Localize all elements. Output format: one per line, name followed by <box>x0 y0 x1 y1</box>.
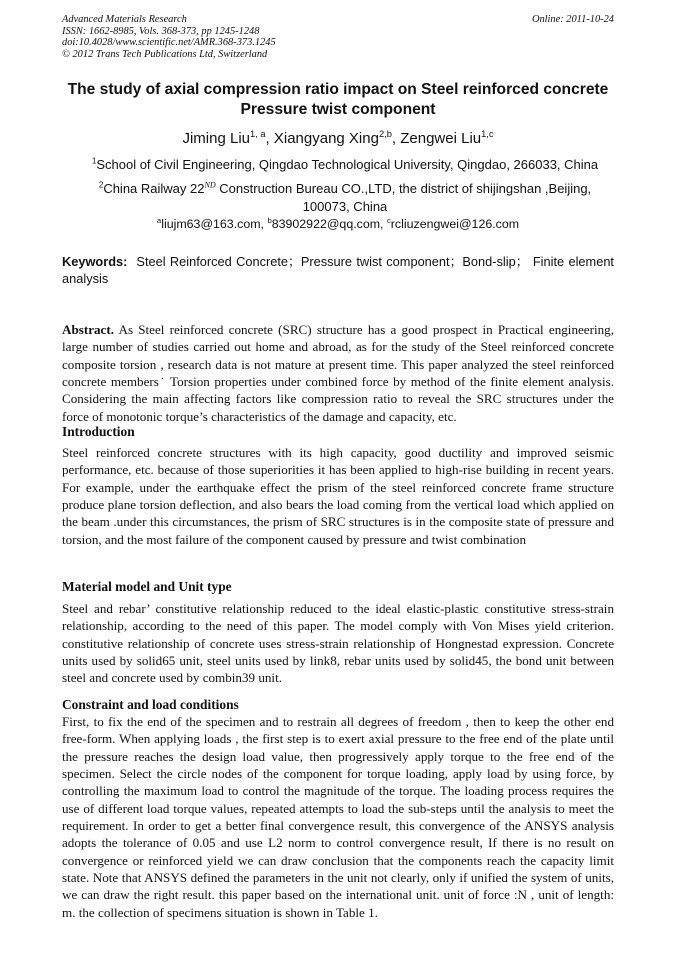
author-list: Jiming Liu$^{1, a}$, Xiangyang Xing$^{2,b}$, Zengwei Liu$^{1,c}$ <box>182 129 494 147</box>
page-header <box>62 14 614 60</box>
affiliation-text: China Railway 22 <box>103 181 205 196</box>
material-paragraph: Steel and rebar’ constitutive relationship reduced to the ideal elastic-plastic constitutive stress-strain relationship, according to the need of this paper. The model comply with Von Mises yield criterion. constitutive relationship of concrete uses stress-strain relationship of Hongnestad expression. Concrete units used by solid65 unit, steel units used by link8, rebar units used by solid45, the bond unit between steel and concrete used by combin39 unit. <box>62 601 614 686</box>
introduction-paragraph: Steel reinforced concrete structures with its high capacity, good ductility and improved seismic performance, etc. because of those superiorities it has been applied to high-rise building in recent years. For example, under the earthquake effect the prism of the steel reinforced concrete frame structure produce plane torsion deflection, and also bears the load coming from the vertical load which applied on the beam .under this circumstances, the prism of SRC structures is in the composite state of pressure and torsion, and the most failure of the component caused by pressure and twist combination <box>62 445 614 547</box>
journal-name: Advanced Materials Research <box>62 14 187 25</box>
affiliation-text: Construction Bureau CO.,LTD, the district of shijingshan ,Beijing, 100073, China <box>215 181 592 214</box>
email-address[interactable]: liujm63@163.com, <box>161 217 268 231</box>
doi-line: doi:10.4028/www.scientific.net/AMR.368-373.1245 <box>62 37 276 49</box>
author-name: Zengwei Liu <box>400 130 482 147</box>
affiliation-2 <box>80 180 610 216</box>
copyright-line: © 2012 Trans Tech Publications Ltd, Switzerland <box>62 48 268 60</box>
constraint-paragraph: First, to fix the end of the specimen and to restrain all degrees of freedom , then to keep the other end free-form. When applying loads , the first step is to exert axial pressure to the free end of the plate until the pressure reaches the design load value, then progressively apply torque to the free end of the specimen. Select the circle nodes of the component for torque loading, apply load by using force, by controlling the maximum load to control the magnitude of the torque. The loading process requires the use of different load torque values, repeated attempts to load the sub-steps until the analysis to meet the requirement. In order to get a better final convergence result, this convergence of the ANSYS analysis adopts the tolerance of 0.05 and use L2 norm to control convergence result, If there is no result on convergence or reinforced yield we can draw conclusion that the components reach the capacity limit state. Note that ANSYS defined the parameters in the unit not clearly, only if unified the system of units, we can draw the right result. this paper based on the international unit. unit of force :N , unit of length: m. the collection of specimens situation is shown in Table 1. <box>62 714 614 920</box>
author-name: Jiming Liu <box>182 130 250 147</box>
email-sup: c <box>386 215 391 225</box>
section-heading-constraint: Constraint and load conditions <box>62 697 239 712</box>
keywords-text: Steel Reinforced Concrete；Pressure twist component；Bond-slip； Finite element analysis <box>62 254 614 286</box>
section-heading-material: Material model and Unit type <box>62 579 232 594</box>
affiliation-sup: 2 <box>98 180 104 190</box>
author-sup: 1,c <box>481 129 494 139</box>
ordinal-suffix: ND <box>204 180 216 190</box>
email-address[interactable]: 83902922@qq.com, <box>271 217 387 231</box>
email-address[interactable]: rcliuzengwei@126.com <box>390 217 520 231</box>
author-sup: 1, a <box>250 129 266 139</box>
paper-title: The study of axial compression ratio impact on Steel reinforced concrete Pressure twist component <box>67 81 609 118</box>
online-date: Online: 2011-10-24 <box>531 14 614 25</box>
abstract-text: As Steel reinforced concrete (SRC) structure has a good prospect in Practical engineering, large number of studies carried out home and abroad, as for the study of the Steel reinforced concrete composite torsion , research data is not mature at present time. This paper analyzed the steel reinforced concrete members˙ Torsion properties under combined force by method of the finite element analysis. Considering the main affecting factors like compression ratio to reveal the SRC structures under the force of monotonic torque’s characteristics of the damage and capacity, etc. <box>62 322 614 424</box>
section-heading-introduction: Introduction <box>62 424 135 439</box>
keywords-label: Keywords: <box>62 254 128 269</box>
affiliation-sup: 1 <box>91 156 97 166</box>
abstract-label: Abstract. <box>62 322 114 337</box>
abstract <box>62 321 614 425</box>
email-sup: b <box>267 215 272 225</box>
affiliation-text: School of Civil Engineering, Qingdao Technological University, Qingdao, 266033, China <box>96 157 599 172</box>
email-list <box>62 216 614 232</box>
author-name: Xiangyang Xing <box>273 130 379 147</box>
email-sup: a <box>156 215 162 225</box>
issn-line: ISSN: 1662-8985, Vols. 368-373, pp 1245-1248 <box>62 25 260 37</box>
keywords <box>62 253 614 287</box>
affiliation-1 <box>80 156 610 174</box>
author-sup: 2,b <box>378 129 392 139</box>
